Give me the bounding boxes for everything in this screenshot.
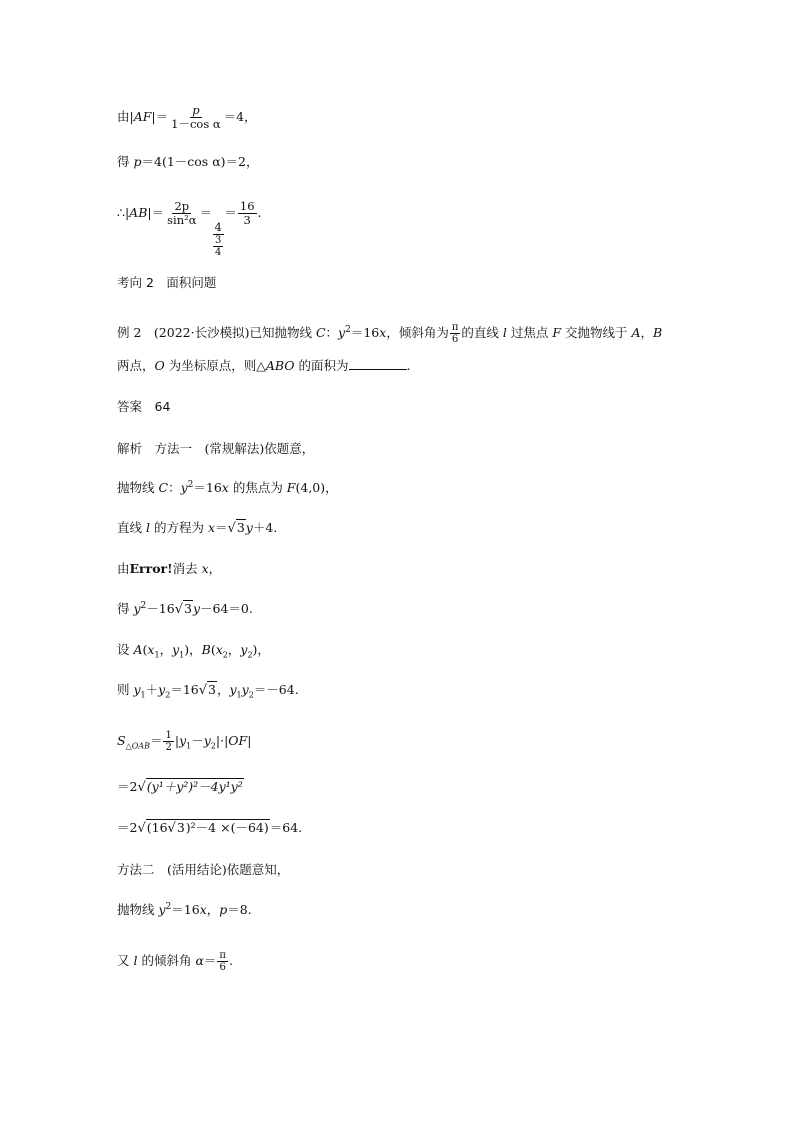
var: y <box>338 325 346 340</box>
subscript: 1 <box>154 650 160 660</box>
text: ( <box>210 642 216 657</box>
text: ， <box>159 642 173 657</box>
superscript: 2 <box>187 479 194 490</box>
text: 两点， <box>117 358 155 373</box>
var: y <box>158 682 166 697</box>
inclination <box>117 950 233 973</box>
text: 设 <box>117 642 134 657</box>
text: ＋4. <box>252 520 278 535</box>
var: x <box>199 902 207 917</box>
sqrt-icon: √ <box>198 683 208 698</box>
numerator: 16 <box>239 199 255 213</box>
area-formula <box>117 730 251 753</box>
section-heading <box>117 275 216 291</box>
text: ＝ <box>215 520 228 535</box>
heading-text: 考向 2 面积问题 <box>117 275 217 290</box>
radicand <box>146 819 270 835</box>
var: F <box>286 480 296 495</box>
var: B <box>653 325 663 340</box>
var: ABO <box>265 358 295 373</box>
text: (16 <box>146 820 168 835</box>
text: 的方程为 <box>149 520 208 535</box>
text: 消去 <box>172 561 202 576</box>
fraction <box>213 235 223 258</box>
var: B <box>201 642 211 657</box>
var: C <box>315 325 326 340</box>
var: x <box>221 480 229 495</box>
text: ＝16 <box>170 682 199 697</box>
text: ， <box>227 642 241 657</box>
numerator: 4 <box>214 220 222 234</box>
subscript: 1 <box>186 741 192 751</box>
text: ＝16 <box>350 325 380 340</box>
text: ＝64. <box>269 820 303 835</box>
area-step-1 <box>117 779 244 796</box>
var: y <box>180 480 188 495</box>
var: A <box>133 642 143 657</box>
text: ， <box>208 561 222 576</box>
text: ＝－64. <box>253 682 299 697</box>
fraction <box>238 200 257 227</box>
text: 得 <box>117 601 134 616</box>
answer-line <box>117 399 170 415</box>
subscript: 2 <box>165 690 171 700</box>
denominator: sin²α <box>167 213 197 227</box>
var: l <box>133 953 138 968</box>
var: y <box>133 601 141 616</box>
var: l <box>502 325 507 340</box>
var: y <box>241 682 249 697</box>
text: ＝8. <box>227 902 252 917</box>
subscript: 2 <box>247 650 253 660</box>
text: 交抛物线于 <box>561 325 632 340</box>
text: 过焦点 <box>506 325 553 340</box>
denominator: 6 <box>219 962 226 973</box>
var: x <box>201 561 209 576</box>
text: 例 2 (2022·长沙模拟)已知抛物线 <box>117 325 316 340</box>
analysis-heading <box>117 441 314 457</box>
area-step-2 <box>117 820 302 837</box>
text: 的直线 <box>461 325 503 340</box>
text: ＝ <box>203 953 217 968</box>
answer-blank <box>349 358 407 370</box>
superscript: 2 <box>140 600 147 611</box>
fraction <box>163 730 173 753</box>
text: |＝ <box>147 205 165 220</box>
parabola-p <box>117 902 252 918</box>
radicand: 3 <box>208 682 216 697</box>
error-text: Error! <box>129 561 173 576</box>
radicand: (y¹＋y²)²－4y¹y² <box>146 779 243 794</box>
numerator: 3 <box>215 235 222 246</box>
var: y <box>229 682 237 697</box>
text: ＝4， <box>223 109 257 124</box>
text: . <box>257 205 262 220</box>
var: AB <box>129 205 148 220</box>
subscript: 1 <box>236 690 242 700</box>
var: p <box>219 902 228 917</box>
vieta <box>117 682 299 699</box>
var: p <box>133 154 142 169</box>
text: 直线 <box>117 520 146 535</box>
text: 又 <box>117 953 134 968</box>
text: ＝4(1－cos α)＝2， <box>141 154 259 169</box>
text: 为坐标原点，则△ <box>164 358 266 373</box>
text: 的倾斜角 <box>137 953 196 968</box>
formula-af <box>117 104 257 131</box>
text: |·| <box>215 733 229 748</box>
text: ： <box>168 480 181 495</box>
fraction <box>169 104 223 131</box>
text: ＝2 <box>117 820 138 835</box>
var: y <box>172 642 180 657</box>
var: AF <box>133 109 152 124</box>
text: － <box>191 733 204 748</box>
formula-ab <box>117 200 262 258</box>
fraction <box>450 322 461 345</box>
denominator: 6 <box>451 334 459 345</box>
fraction <box>217 950 228 973</box>
text: 由| <box>117 109 134 124</box>
text: 得 <box>117 154 134 169</box>
text: 的焦点为 <box>228 480 287 495</box>
example-line-1 <box>117 322 662 345</box>
text: ， <box>216 682 230 697</box>
var: S <box>117 733 126 748</box>
text: . <box>228 953 233 968</box>
eliminate-x <box>117 561 221 577</box>
var: l <box>145 520 150 535</box>
formula-p <box>117 154 258 170</box>
var: A <box>631 325 641 340</box>
text: －64＝0. <box>200 601 253 616</box>
denominator <box>212 235 224 258</box>
subscript: △OAB <box>125 741 150 751</box>
numerator: 1 <box>165 730 172 741</box>
text: . <box>406 358 411 373</box>
denominator: 3 <box>243 213 251 227</box>
var: OF <box>228 733 248 748</box>
var: x <box>147 642 155 657</box>
subscript: 2 <box>222 650 228 660</box>
example-line-2 <box>117 358 411 374</box>
subscript: 2 <box>248 690 254 700</box>
var: x <box>207 520 215 535</box>
text: ， <box>640 325 654 340</box>
quadratic <box>117 601 253 618</box>
text: (4,0)， <box>295 480 338 495</box>
line-equation <box>117 520 277 537</box>
var: y <box>203 733 211 748</box>
radicand: 3 <box>236 520 245 535</box>
text: ＝ <box>149 733 163 748</box>
parabola-focus <box>117 480 338 496</box>
var: C <box>158 480 169 495</box>
text: ： <box>325 325 339 340</box>
numerator: 2p <box>174 199 190 213</box>
text: ＝ <box>224 205 237 220</box>
var: F <box>552 325 562 340</box>
var: y <box>179 733 187 748</box>
numerator: π <box>219 950 226 961</box>
radicand: 3 <box>176 820 185 835</box>
points-def <box>117 642 270 658</box>
sqrt-icon: √ <box>167 821 176 836</box>
var: y <box>158 902 166 917</box>
var: α <box>195 953 204 968</box>
text: ＝16 <box>193 480 222 495</box>
subscript: 2 <box>210 741 216 751</box>
superscript: 2 <box>345 324 351 335</box>
numerator: π <box>451 322 459 333</box>
text: ＋ <box>145 682 159 697</box>
text: ＝ <box>199 205 212 220</box>
denominator: 4 <box>215 247 222 258</box>
sqrt-icon: √ <box>174 602 183 617</box>
text: ＝2 <box>117 779 138 794</box>
answer-text: 答案 64 <box>117 399 171 414</box>
subscript: 1 <box>140 690 146 700</box>
text: ( <box>142 642 148 657</box>
text: 解析 方法一 (常规解法)依题意， <box>117 441 315 456</box>
var: x <box>379 325 387 340</box>
var: y <box>192 601 200 616</box>
text: ＝16 <box>171 902 200 917</box>
text: )， <box>184 642 202 657</box>
var: y <box>133 682 141 697</box>
denominator: 2 <box>165 742 172 753</box>
var: y <box>240 642 248 657</box>
radicand: 3 <box>183 601 192 616</box>
text: 方法二 (活用结论)依题意知， <box>117 862 290 877</box>
text: 抛物线 <box>117 480 159 495</box>
superscript: 2 <box>165 901 172 912</box>
sqrt-icon: √ <box>137 821 146 836</box>
var: y <box>245 520 253 535</box>
method-two <box>117 862 289 878</box>
sqrt-icon: √ <box>227 521 236 536</box>
text: 的面积为 <box>294 358 349 373</box>
text: | <box>174 733 180 748</box>
text: | <box>247 733 252 748</box>
nested-fraction <box>212 221 224 258</box>
subscript: 1 <box>179 650 185 660</box>
text: ，倾斜角为 <box>386 325 449 340</box>
text: |＝ <box>151 109 169 124</box>
fraction <box>165 200 198 227</box>
sqrt-icon: √ <box>137 780 146 795</box>
text: 则 <box>117 682 134 697</box>
text: 由 <box>117 561 130 576</box>
text: )， <box>252 642 270 657</box>
var: O <box>154 358 165 373</box>
text: －16 <box>146 601 175 616</box>
var: x <box>215 642 223 657</box>
denominator: 1－cos α <box>171 117 221 131</box>
text: )²－4 ×(－64) <box>185 820 269 835</box>
numerator: p <box>192 103 200 117</box>
text: ∴| <box>117 205 130 220</box>
text: ， <box>206 902 220 917</box>
text: 抛物线 <box>117 902 159 917</box>
